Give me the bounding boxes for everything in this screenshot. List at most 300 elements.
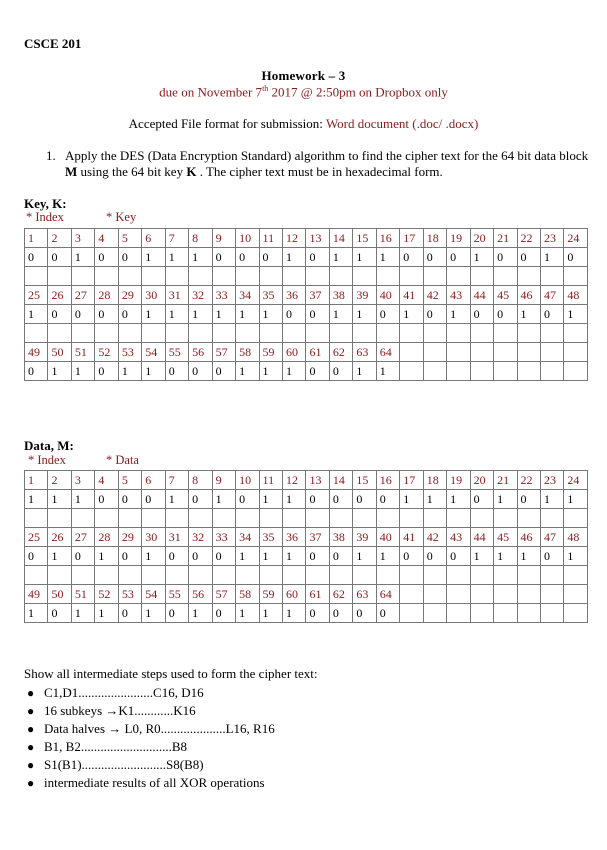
key-bit-cell: 1 bbox=[25, 305, 48, 324]
step-text: 16 subkeys →K1............K16 bbox=[44, 703, 196, 718]
data-bit-cell: 0 bbox=[517, 490, 540, 509]
key-bit-cell: 1 bbox=[470, 248, 493, 267]
data-index-cell: 42 bbox=[423, 528, 446, 547]
data-index-cell: 46 bbox=[517, 528, 540, 547]
data-bit-cell: 0 bbox=[189, 547, 212, 566]
data-spacer-cell bbox=[142, 566, 165, 585]
key-spacer-cell bbox=[470, 324, 493, 343]
data-index-cell: 54 bbox=[142, 585, 165, 604]
key-spacer-cell bbox=[306, 267, 329, 286]
data-index-cell: 50 bbox=[48, 585, 71, 604]
key-index-cell: 2 bbox=[48, 229, 71, 248]
data-index-cell: 21 bbox=[494, 471, 517, 490]
data-bit-cell: 1 bbox=[48, 547, 71, 566]
data-index-cell: 27 bbox=[71, 528, 94, 547]
key-spacer-cell bbox=[142, 267, 165, 286]
key-bit-cell: 1 bbox=[189, 248, 212, 267]
data-bit-cell: 0 bbox=[353, 490, 376, 509]
data-bit-cell: 1 bbox=[282, 547, 305, 566]
key-index-row bbox=[25, 286, 588, 305]
key-spacer-cell bbox=[71, 267, 94, 286]
key-bit-cell: 0 bbox=[95, 362, 118, 381]
data-spacer-cell bbox=[118, 566, 141, 585]
key-index-cell: 30 bbox=[142, 286, 165, 305]
step-text: C1,D1.......................C16, D16 bbox=[44, 685, 204, 700]
key-bit-cell: 1 bbox=[564, 305, 588, 324]
question-k: K bbox=[186, 164, 197, 179]
bullet-icon: ● bbox=[27, 758, 35, 772]
key-index-cell bbox=[517, 343, 540, 362]
key-bit-cell: 0 bbox=[400, 248, 423, 267]
key-index-cell: 50 bbox=[48, 343, 71, 362]
data-bit-cell: 1 bbox=[95, 547, 118, 566]
key-bit-cell: 0 bbox=[494, 305, 517, 324]
key-bit-cell bbox=[517, 362, 540, 381]
data-spacer-cell bbox=[376, 509, 399, 528]
key-spacer-cell bbox=[236, 324, 259, 343]
data-bit-cell: 0 bbox=[329, 604, 352, 623]
data-spacer-cell bbox=[212, 509, 235, 528]
data-spacer-cell bbox=[95, 509, 118, 528]
data-spacer-cell bbox=[282, 509, 305, 528]
key-index-cell bbox=[494, 343, 517, 362]
key-bit-cell: 0 bbox=[48, 248, 71, 267]
data-bit-cell: 1 bbox=[236, 604, 259, 623]
data-index-cell: 59 bbox=[259, 585, 282, 604]
key-index-cell bbox=[540, 343, 563, 362]
data-spacer-cell bbox=[470, 566, 493, 585]
data-spacer-cell bbox=[25, 566, 48, 585]
key-spacer-cell bbox=[25, 267, 48, 286]
key-spacer-cell bbox=[142, 324, 165, 343]
key-bit-cell: 0 bbox=[306, 362, 329, 381]
data-bit-cell: 1 bbox=[376, 547, 399, 566]
key-spacer-cell bbox=[259, 267, 282, 286]
data-bit-cell: 1 bbox=[540, 490, 563, 509]
data-index-cell bbox=[517, 585, 540, 604]
data-index-cell: 29 bbox=[118, 528, 141, 547]
key-index-cell: 45 bbox=[494, 286, 517, 305]
data-spacer-cell bbox=[236, 566, 259, 585]
question-text bbox=[65, 148, 590, 180]
key-index-cell: 26 bbox=[48, 286, 71, 305]
data-index-cell: 56 bbox=[189, 585, 212, 604]
key-spacer-cell bbox=[306, 324, 329, 343]
data-index-row bbox=[25, 528, 588, 547]
data-index-cell: 5 bbox=[118, 471, 141, 490]
data-index-cell: 2 bbox=[48, 471, 71, 490]
data-bit-row bbox=[25, 604, 588, 623]
step-text: S1(B1)..........................S8(B8) bbox=[44, 757, 204, 772]
data-spacer-cell bbox=[376, 566, 399, 585]
data-bit-cell: 0 bbox=[306, 604, 329, 623]
data-index-row bbox=[25, 585, 588, 604]
data-index-row bbox=[25, 471, 588, 490]
key-spacer-cell bbox=[189, 324, 212, 343]
step-item bbox=[24, 756, 275, 774]
data-bit-cell: 0 bbox=[470, 490, 493, 509]
key-index-cell: 15 bbox=[353, 229, 376, 248]
data-spacer-cell bbox=[48, 566, 71, 585]
data-bit-cell: 0 bbox=[142, 490, 165, 509]
key-bit-cell: 0 bbox=[25, 362, 48, 381]
data-bit-cell: 1 bbox=[447, 490, 470, 509]
key-bit-cell: 1 bbox=[329, 305, 352, 324]
data-bit-cell: 1 bbox=[142, 547, 165, 566]
key-bit-cell: 0 bbox=[423, 248, 446, 267]
due-suffix: 2017 @ 2:50pm on Dropbox only bbox=[268, 84, 448, 100]
key-spacer-cell bbox=[95, 324, 118, 343]
data-index-cell: 35 bbox=[259, 528, 282, 547]
data-bit-cell: 0 bbox=[165, 547, 188, 566]
key-index-cell: 18 bbox=[423, 229, 446, 248]
key-bit-cell: 1 bbox=[400, 305, 423, 324]
key-spacer-cell bbox=[118, 324, 141, 343]
key-bit-cell: 1 bbox=[447, 305, 470, 324]
key-index-cell bbox=[400, 343, 423, 362]
data-bit-cell: 1 bbox=[564, 490, 588, 509]
key-bit-cell: 1 bbox=[517, 305, 540, 324]
data-index-cell: 47 bbox=[540, 528, 563, 547]
key-index-cell: 56 bbox=[189, 343, 212, 362]
data-index-cell: 9 bbox=[212, 471, 235, 490]
data-index-cell: 43 bbox=[447, 528, 470, 547]
data-bit-cell: 1 bbox=[259, 604, 282, 623]
key-bit-cell: 0 bbox=[282, 305, 305, 324]
key-bit-cell: 1 bbox=[353, 248, 376, 267]
data-bit-cell bbox=[564, 604, 588, 623]
data-bit-cell: 0 bbox=[118, 547, 141, 566]
data-index-cell bbox=[400, 585, 423, 604]
key-index-cell: 46 bbox=[517, 286, 540, 305]
data-spacer-cell bbox=[25, 509, 48, 528]
data-index-cell: 19 bbox=[447, 471, 470, 490]
data-bit-cell: 0 bbox=[212, 604, 235, 623]
data-bit-cell: 1 bbox=[236, 547, 259, 566]
data-bit-cell: 0 bbox=[423, 547, 446, 566]
key-spacer-cell bbox=[282, 267, 305, 286]
key-index-cell: 24 bbox=[564, 229, 588, 248]
data-index-cell bbox=[447, 585, 470, 604]
data-bit-cell: 0 bbox=[329, 490, 352, 509]
key-index-cell: 62 bbox=[329, 343, 352, 362]
key-index-cell: 43 bbox=[447, 286, 470, 305]
data-spacer-cell bbox=[142, 509, 165, 528]
key-index-cell: 1 bbox=[25, 229, 48, 248]
data-bit-cell: 1 bbox=[400, 490, 423, 509]
data-index-cell: 23 bbox=[540, 471, 563, 490]
key-bit-cell: 0 bbox=[423, 305, 446, 324]
key-bit-cell: 0 bbox=[95, 248, 118, 267]
key-index-cell: 3 bbox=[71, 229, 94, 248]
data-spacer-cell bbox=[564, 566, 588, 585]
data-index-cell: 28 bbox=[95, 528, 118, 547]
data-index-cell: 64 bbox=[376, 585, 399, 604]
key-index-cell: 33 bbox=[212, 286, 235, 305]
key-index-cell: 13 bbox=[306, 229, 329, 248]
key-bit-cell: 1 bbox=[282, 248, 305, 267]
data-bit-cell: 0 bbox=[447, 547, 470, 566]
key-index-cell: 40 bbox=[376, 286, 399, 305]
data-spacer-cell bbox=[71, 509, 94, 528]
key-bit-cell: 0 bbox=[517, 248, 540, 267]
key-index-cell: 58 bbox=[236, 343, 259, 362]
data-bit-cell: 1 bbox=[25, 604, 48, 623]
step-text: Data halves → L0, R0....................L16, R16 bbox=[44, 721, 275, 736]
data-index-cell: 52 bbox=[95, 585, 118, 604]
key-bit-cell: 0 bbox=[564, 248, 588, 267]
key-spacer-cell bbox=[376, 324, 399, 343]
data-index-cell: 57 bbox=[212, 585, 235, 604]
key-bit-cell: 1 bbox=[118, 362, 141, 381]
key-index-cell: 35 bbox=[259, 286, 282, 305]
key-spacer-cell bbox=[517, 267, 540, 286]
key-table bbox=[24, 228, 588, 381]
key-index-cell: 31 bbox=[165, 286, 188, 305]
data-bit-cell bbox=[470, 604, 493, 623]
data-spacer-cell bbox=[423, 566, 446, 585]
key-index-cell: 10 bbox=[236, 229, 259, 248]
data-bit-cell: 0 bbox=[400, 547, 423, 566]
key-bit-cell bbox=[400, 362, 423, 381]
data-index-cell: 33 bbox=[212, 528, 235, 547]
key-index-cell: 57 bbox=[212, 343, 235, 362]
key-title: Key, K: bbox=[24, 196, 67, 211]
data-spacer-cell bbox=[494, 509, 517, 528]
data-bit-cell: 1 bbox=[165, 490, 188, 509]
key-spacer-cell bbox=[71, 324, 94, 343]
data-index-cell: 44 bbox=[470, 528, 493, 547]
data-index-cell: 22 bbox=[517, 471, 540, 490]
data-bit-cell: 1 bbox=[71, 604, 94, 623]
data-index-cell: 30 bbox=[142, 528, 165, 547]
data-spacer-cell bbox=[306, 566, 329, 585]
data-bit-cell: 1 bbox=[259, 490, 282, 509]
data-index-cell: 34 bbox=[236, 528, 259, 547]
key-spacer-cell bbox=[212, 324, 235, 343]
key-bit-cell: 1 bbox=[71, 362, 94, 381]
key-index-cell: 55 bbox=[165, 343, 188, 362]
key-bit-cell: 1 bbox=[236, 362, 259, 381]
data-index-cell: 6 bbox=[142, 471, 165, 490]
data-bit-cell: 1 bbox=[564, 547, 588, 566]
key-bit-cell: 0 bbox=[376, 305, 399, 324]
key-index-cell: 59 bbox=[259, 343, 282, 362]
key-index-cell: 9 bbox=[212, 229, 235, 248]
key-index-cell: 36 bbox=[282, 286, 305, 305]
key-index-row bbox=[25, 343, 588, 362]
data-index-cell: 11 bbox=[259, 471, 282, 490]
data-bit-cell: 0 bbox=[118, 490, 141, 509]
data-bit-cell: 0 bbox=[540, 547, 563, 566]
data-index-cell: 45 bbox=[494, 528, 517, 547]
key-bit-cell: 0 bbox=[306, 305, 329, 324]
key-bit-cell: 0 bbox=[118, 305, 141, 324]
key-index-label: * Index bbox=[26, 210, 64, 224]
data-index-cell: 63 bbox=[353, 585, 376, 604]
data-bit-cell bbox=[517, 604, 540, 623]
data-spacer-cell bbox=[259, 509, 282, 528]
data-bit-cell: 1 bbox=[282, 490, 305, 509]
key-key-label: * Key bbox=[106, 210, 137, 224]
key-index-cell bbox=[447, 343, 470, 362]
key-bit-cell: 1 bbox=[165, 248, 188, 267]
key-bit-cell bbox=[540, 362, 563, 381]
key-index-cell: 11 bbox=[259, 229, 282, 248]
key-index-cell: 41 bbox=[400, 286, 423, 305]
key-spacer-cell bbox=[259, 324, 282, 343]
data-spacer-cell bbox=[212, 566, 235, 585]
key-bit-cell: 1 bbox=[142, 362, 165, 381]
data-bit-cell bbox=[540, 604, 563, 623]
data-index-cell: 17 bbox=[400, 471, 423, 490]
key-index-cell: 16 bbox=[376, 229, 399, 248]
key-index-cell: 22 bbox=[517, 229, 540, 248]
key-bit-cell: 0 bbox=[189, 362, 212, 381]
key-index-cell: 37 bbox=[306, 286, 329, 305]
key-index-cell: 61 bbox=[306, 343, 329, 362]
accepted-format-line bbox=[0, 116, 607, 132]
data-index-cell: 37 bbox=[306, 528, 329, 547]
data-spacer-cell bbox=[447, 509, 470, 528]
bullet-icon: ● bbox=[27, 704, 35, 718]
key-spacer-cell bbox=[118, 267, 141, 286]
key-spacer-cell bbox=[236, 267, 259, 286]
key-bit-cell: 1 bbox=[259, 305, 282, 324]
key-bit-cell: 1 bbox=[48, 362, 71, 381]
data-index-cell: 10 bbox=[236, 471, 259, 490]
data-bit-cell: 0 bbox=[189, 490, 212, 509]
question-text-b: using the 64 bit key bbox=[77, 164, 187, 179]
data-spacer-cell bbox=[118, 509, 141, 528]
key-bit-cell: 0 bbox=[236, 248, 259, 267]
step-item bbox=[24, 738, 275, 756]
data-spacer-cell bbox=[95, 566, 118, 585]
key-index-cell: 19 bbox=[447, 229, 470, 248]
data-index-cell: 53 bbox=[118, 585, 141, 604]
data-bit-cell: 1 bbox=[189, 604, 212, 623]
data-index-cell: 25 bbox=[25, 528, 48, 547]
data-bit-cell bbox=[447, 604, 470, 623]
key-spacer-cell bbox=[189, 267, 212, 286]
key-bit-cell: 1 bbox=[142, 305, 165, 324]
step-text: B1, B2............................B8 bbox=[44, 739, 188, 754]
key-index-cell: 28 bbox=[95, 286, 118, 305]
data-index-cell: 31 bbox=[165, 528, 188, 547]
key-bit-cell: 0 bbox=[494, 248, 517, 267]
key-index-cell: 32 bbox=[189, 286, 212, 305]
data-index-cell: 14 bbox=[329, 471, 352, 490]
key-bit-cell: 1 bbox=[259, 362, 282, 381]
key-bit-cell bbox=[447, 362, 470, 381]
key-spacer-row bbox=[25, 267, 588, 286]
data-index-cell: 32 bbox=[189, 528, 212, 547]
question-m: M bbox=[65, 164, 78, 179]
step-item bbox=[24, 684, 275, 702]
key-spacer-cell bbox=[353, 267, 376, 286]
data-index-cell bbox=[564, 585, 588, 604]
data-bit-cell: 1 bbox=[142, 604, 165, 623]
key-bit-cell bbox=[470, 362, 493, 381]
key-index-cell: 4 bbox=[95, 229, 118, 248]
question-text-c: . The cipher text must be in hexadecimal form. bbox=[196, 164, 443, 179]
data-bit-cell: 0 bbox=[376, 604, 399, 623]
key-index-row bbox=[25, 229, 588, 248]
data-index-cell: 40 bbox=[376, 528, 399, 547]
key-index-cell: 53 bbox=[118, 343, 141, 362]
data-index-cell: 7 bbox=[165, 471, 188, 490]
key-bit-cell: 0 bbox=[212, 362, 235, 381]
data-spacer-cell bbox=[540, 566, 563, 585]
key-bit-cell: 1 bbox=[212, 305, 235, 324]
key-spacer-cell bbox=[540, 324, 563, 343]
key-spacer-cell bbox=[564, 324, 588, 343]
key-bit-row bbox=[25, 248, 588, 267]
data-index-cell: 24 bbox=[564, 471, 588, 490]
data-bit-cell: 0 bbox=[48, 604, 71, 623]
key-bit-cell: 1 bbox=[71, 248, 94, 267]
key-index-cell: 63 bbox=[353, 343, 376, 362]
data-index-cell: 61 bbox=[306, 585, 329, 604]
key-spacer-cell bbox=[25, 324, 48, 343]
data-bit-cell: 0 bbox=[353, 604, 376, 623]
data-index-cell: 1 bbox=[25, 471, 48, 490]
key-bit-row bbox=[25, 305, 588, 324]
data-spacer-cell bbox=[470, 509, 493, 528]
key-bit-cell: 0 bbox=[165, 362, 188, 381]
data-index-cell: 3 bbox=[71, 471, 94, 490]
data-spacer-cell bbox=[282, 566, 305, 585]
key-bit-cell bbox=[494, 362, 517, 381]
data-spacer-row bbox=[25, 509, 588, 528]
data-bit-cell: 0 bbox=[236, 490, 259, 509]
data-spacer-cell bbox=[48, 509, 71, 528]
key-bit-cell: 1 bbox=[353, 305, 376, 324]
data-spacer-cell bbox=[329, 566, 352, 585]
data-spacer-cell bbox=[517, 509, 540, 528]
key-spacer-cell bbox=[494, 324, 517, 343]
data-index-cell: 20 bbox=[470, 471, 493, 490]
key-spacer-cell bbox=[423, 267, 446, 286]
data-spacer-cell bbox=[540, 509, 563, 528]
key-bit-cell: 1 bbox=[376, 248, 399, 267]
key-index-cell: 38 bbox=[329, 286, 352, 305]
key-index-cell: 7 bbox=[165, 229, 188, 248]
key-bit-cell: 0 bbox=[447, 248, 470, 267]
accepted-prefix: Accepted File format for submission: bbox=[128, 116, 326, 131]
data-bit-cell: 1 bbox=[71, 490, 94, 509]
data-index-cell: 38 bbox=[329, 528, 352, 547]
key-index-cell: 44 bbox=[470, 286, 493, 305]
data-bit-row bbox=[25, 547, 588, 566]
data-bit-cell: 0 bbox=[306, 490, 329, 509]
step-item bbox=[24, 702, 275, 720]
data-spacer-cell bbox=[517, 566, 540, 585]
data-index-cell: 60 bbox=[282, 585, 305, 604]
data-index-cell: 16 bbox=[376, 471, 399, 490]
data-bit-cell: 0 bbox=[376, 490, 399, 509]
key-index-cell: 25 bbox=[25, 286, 48, 305]
key-index-cell: 34 bbox=[236, 286, 259, 305]
data-bit-cell: 1 bbox=[212, 490, 235, 509]
question-number: 1. bbox=[46, 148, 56, 163]
key-index-cell: 5 bbox=[118, 229, 141, 248]
key-bit-cell: 0 bbox=[71, 305, 94, 324]
data-bit-cell: 1 bbox=[259, 547, 282, 566]
key-spacer-cell bbox=[447, 324, 470, 343]
key-spacer-cell bbox=[423, 324, 446, 343]
data-bit-cell: 0 bbox=[165, 604, 188, 623]
